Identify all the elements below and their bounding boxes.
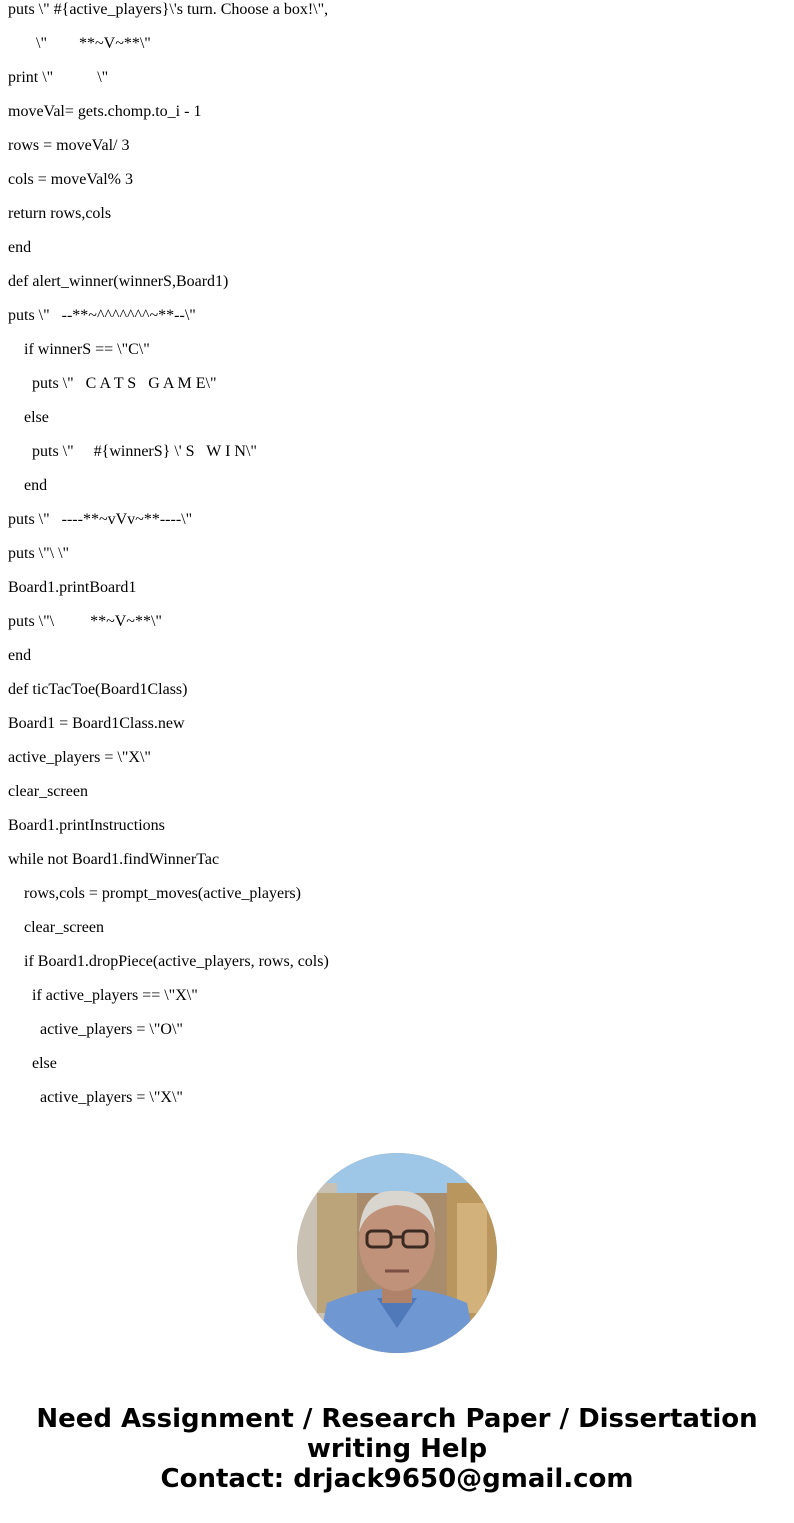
code-line: return rows,cols — [8, 205, 112, 222]
footer-contact — [0, 1404, 794, 1494]
code-line: puts \" #{winnerS} \' S W I N\" — [8, 443, 257, 460]
code-line: def alert_winner(winnerS,Board1) — [8, 273, 229, 290]
code-line: def ticTacToe(Board1Class) — [8, 681, 188, 698]
code-line: print \" \" — [8, 69, 109, 86]
code-line: else — [8, 409, 49, 426]
code-line: puts \" C A T S G A M E\" — [8, 375, 217, 392]
code-line: else — [8, 1055, 57, 1072]
code-line: Board1 = Board1Class.new — [8, 715, 185, 732]
code-line: puts \"\ \" — [8, 545, 70, 562]
code-line: active_players = \"X\" — [8, 749, 151, 766]
code-line: puts \" #{active_players}\'s turn. Choose a box!\", — [8, 1, 329, 18]
code-line: end — [8, 239, 32, 256]
person-photo-icon — [297, 1153, 497, 1353]
code-line: active_players = \"O\" — [8, 1021, 183, 1038]
code-line: moveVal= gets.chomp.to_i - 1 — [8, 103, 202, 120]
code-line: puts \"\ **~V~**\" — [8, 613, 162, 630]
code-listing — [8, 0, 788, 1122]
code-line: Board1.printInstructions — [8, 817, 165, 834]
footer-line-2: writing Help — [306, 1434, 488, 1464]
code-line: puts \" ----**~vVv~**----\" — [8, 511, 193, 528]
code-line: end — [8, 647, 32, 664]
code-line: rows,cols = prompt_moves(active_players) — [8, 885, 301, 902]
code-line: Board1.printBoard1 — [8, 579, 137, 596]
code-line: clear_screen — [8, 783, 88, 800]
code-line: clear_screen — [8, 919, 104, 936]
avatar — [297, 1153, 497, 1353]
code-line: if Board1.dropPiece(active_players, rows, cols) — [8, 953, 329, 970]
code-line: end — [8, 477, 48, 494]
code-line: if winnerS == \"C\" — [8, 341, 150, 358]
code-line: cols = moveVal% 3 — [8, 171, 133, 188]
code-line: puts \" --**~^^^^^^^~**--\" — [8, 307, 196, 324]
code-line: \" **~V~**\" — [8, 35, 151, 52]
code-line: active_players = \"X\" — [8, 1089, 183, 1106]
footer-line-3: Contact: drjack9650@gmail.com — [160, 1464, 634, 1494]
code-line: while not Board1.findWinnerTac — [8, 851, 220, 868]
code-line: if active_players == \"X\" — [8, 987, 198, 1004]
code-line: rows = moveVal/ 3 — [8, 137, 130, 154]
footer-line-1: Need Assignment / Research Paper / Dissertation — [36, 1404, 758, 1434]
